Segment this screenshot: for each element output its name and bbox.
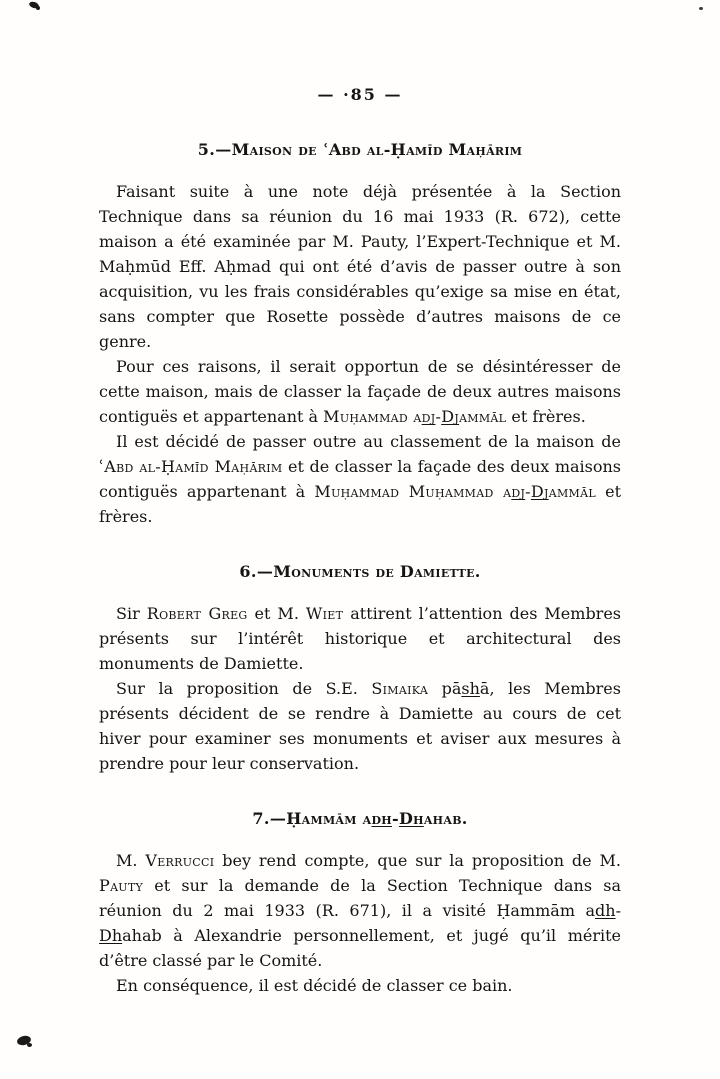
smallcaps-name: dh [371,809,392,828]
text-run: et frères. [99,482,622,526]
text-run: - [615,901,621,920]
text-run: 7.— [252,809,287,828]
underlined-digraph: sh [461,679,480,698]
text-run: attirent l’attention des Membres présents sur l’intérêt historique et architectural des monuments de Damiette. [99,604,622,673]
text-run: En conséquence, il est décidé de classer ce bain. [116,976,513,995]
text-run: ā, les Membres présents décident de se rendre à Damiette au cours de cet hiver pour examiner ses monuments et aviser aux mesures à prendre pour leur conservation. [99,679,621,773]
paragraph [99,676,621,776]
smallcaps-name: Dh [398,809,424,828]
underlined-digraph: dh [595,901,616,920]
text-run: et M. [247,604,306,623]
document-body [99,0,621,998]
sections-container [99,137,621,998]
text-run: Sur la proposition de S.E. [116,679,372,698]
text-run: 6.— [239,562,274,581]
text-run: pā [428,679,462,698]
text-run: Sir [116,604,147,623]
smallcaps-name: a [503,482,512,501]
text-run: Pour ces raisons, il serait opportun de se désintéresser de cette maison, mais de classer la façade de deux autres maisons contiguës et appartenant à [99,357,621,426]
smallcaps-name: dj [511,482,526,501]
smallcaps-name: Simaika [371,679,429,698]
text-run: et de classer la façade des deux maisons contiguës appartenant à [99,457,622,501]
smallcaps-name: ahab. [423,809,468,828]
smallcaps-name: ammāl [548,482,596,501]
smallcaps-name: Maison de ʿAbd al-Ḥamīd Maḥārim [231,140,523,159]
smallcaps-name: - [435,407,442,426]
paragraph [99,354,621,429]
text-run: et frères. [506,407,586,426]
text-run: M. [116,851,146,870]
smallcaps-name: Verrucci [145,851,215,870]
smallcaps-name: Dj [530,482,549,501]
smallcaps-name: Ḥammām a [286,809,372,828]
page-number: — ·85 — [317,85,403,104]
section-heading [99,137,621,162]
smallcaps-name: Muḥammad [323,407,414,426]
text-run: bey rend compte, que sur la proposition de M. [214,851,621,870]
paragraph [99,601,621,676]
text-run: Il est décidé de passer outre au classement de la maison de [116,432,621,451]
smallcaps-name: Robert Greg [146,604,248,623]
section-heading [99,806,621,831]
smallcaps-name: dj [421,407,436,426]
smallcaps-name: Monuments de Damiette. [273,562,481,581]
smallcaps-name: ʿAbd al-Ḥamīd Maḥārim [99,457,283,476]
paragraph [99,973,621,998]
scan-artifact [27,1043,32,1047]
smallcaps-name: Dj [441,407,460,426]
paragraph [99,429,621,529]
smallcaps-name: Pauty [99,876,144,895]
smallcaps-name: Muḥammad Muḥammad [314,482,504,501]
text-run: et sur la demande de la Section Technique dans sa réunion du 2 mai 1933 (R. 671), il a visité Ḥammām a [99,876,621,920]
scan-artifact [36,6,40,10]
scan-artifact [699,7,703,10]
paragraph [99,179,621,354]
smallcaps-name: Wiet [305,604,344,623]
smallcaps-name: - [392,809,399,828]
section-heading [99,559,621,584]
paragraph [99,848,621,973]
text-run: Faisant suite à une note déjà présentée à la Section Technique dans sa réunion du 16 mai 1933 (R. 672), cette maison a été examinée par M. Pauty, l’Expert-Technique et M. Maḥmūd Eff. Aḥmad qui ont été d’avis de passer outre à son acquisition, vu les frais considérables qu’exige sa mise en état, sans compter que Rosette possède d’autres maisons de ce genre. [99,182,621,351]
underlined-digraph: Dh [99,926,123,945]
text-run: ahab à Alexandrie personnellement, et jugé qu’il mérite d’être classé par le Comité. [99,926,621,970]
smallcaps-name: ammāl [459,407,507,426]
text-run: 5.— [197,140,232,159]
smallcaps-name: a [413,407,422,426]
smallcaps-name: - [525,482,531,501]
